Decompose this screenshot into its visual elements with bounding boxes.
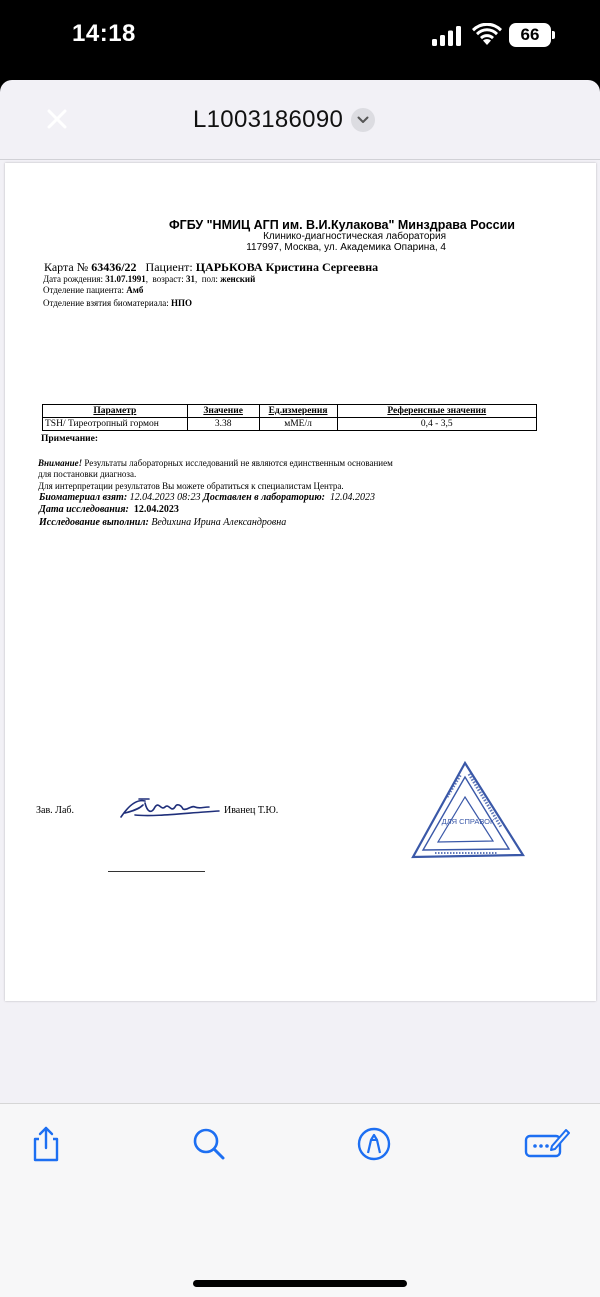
table-row (43, 418, 537, 431)
sex-value: женский (220, 274, 256, 284)
form-fill-icon[interactable] (524, 1124, 570, 1164)
warning-line-1 (38, 458, 393, 468)
share-icon[interactable] (26, 1124, 66, 1164)
nav-divider (0, 159, 600, 160)
dept-label: Отделение пациента: (43, 285, 125, 295)
study-date-label: Дата исследования: (39, 504, 129, 515)
biomat-taken-label: Биоматериал взят: (39, 492, 128, 503)
status-time: 14:18 (72, 20, 136, 47)
signature-line (108, 871, 205, 872)
sex-label: пол: (201, 274, 218, 284)
table-header-row (43, 405, 537, 418)
dept-line (43, 285, 143, 295)
performed-label: Исследование выполнил: (39, 517, 149, 528)
chevron-down-icon (351, 108, 375, 132)
performed-by: Ведихина Ирина Александровна (151, 517, 287, 528)
lab-name: Клинико-диагностическая лаборатория (263, 231, 446, 242)
biomat-dept-label: Отделение взятия биоматериала: (43, 298, 169, 308)
biomat-taken-value: 12.04.2023 08:23 (129, 492, 201, 503)
biomat-line (39, 492, 375, 503)
note-label: Примечание: (41, 434, 99, 444)
document-title-button[interactable] (193, 104, 375, 136)
study-date-line (39, 504, 179, 515)
patient-name: ЦАРЬКОВА Кристина Сергеевна (195, 260, 379, 274)
org-title: ФГБУ "НМИЦ АГП им. В.И.Кулакова" Минздрава России (168, 218, 515, 232)
card-patient-line (44, 260, 378, 275)
search-icon[interactable] (189, 1124, 229, 1164)
warning-label: Внимание! (38, 458, 83, 468)
delivered-value: 12.04.2023 (329, 492, 375, 503)
age-label: возраст: (152, 274, 184, 284)
card-label: Карта № (44, 260, 89, 274)
document-page (5, 163, 596, 1001)
birth-date: 31.07.1991 (105, 274, 146, 284)
patient-label: Пациент: (145, 260, 193, 274)
stamp-text: ДЛЯ СПРАВОК (441, 817, 495, 826)
lab-address: 117997, Москва, ул. Академика Опарина, 4 (246, 242, 446, 253)
bottom-toolbar (0, 1103, 600, 1297)
header-value: Значение (187, 405, 259, 418)
warning-text-1: Результаты лабораторных исследований не являются единственным основанием (84, 458, 393, 468)
navigation-bar (0, 80, 600, 160)
cell-param: TSH/ Тиреотропный гормон (43, 418, 188, 431)
delivered-label: Доставлен в лабораторию: (203, 492, 325, 503)
card-number: 63436/22 (91, 260, 137, 274)
header-unit: Ед.измерения (259, 405, 337, 418)
biomat-dept-value: НПО (171, 298, 193, 308)
age-value: 31 (185, 274, 195, 284)
warning-text-2: для постановки диагноза. (38, 469, 137, 479)
cell-value: 3.38 (187, 418, 259, 431)
cellular-signal-icon (432, 26, 462, 46)
markup-icon[interactable] (354, 1124, 394, 1164)
header-reference: Референсные значения (337, 405, 536, 418)
head-lab-label: Зав. Лаб. (36, 805, 74, 816)
home-indicator[interactable] (193, 1280, 407, 1287)
study-date-value: 12.04.2023 (133, 504, 179, 515)
birth-label: Дата рождения: (43, 274, 104, 284)
results-table (42, 404, 537, 431)
lab-stamp-image (405, 757, 529, 867)
battery-icon (509, 23, 555, 47)
status-bar (0, 0, 600, 80)
signer-name: Иванец Т.Ю. (224, 805, 279, 816)
document-title: L1003186090 (193, 106, 344, 133)
dept-value: Амб (126, 285, 144, 295)
biomat-dept-line (43, 298, 192, 308)
warning-text-3: Для интерпретации результатов Вы можете обратиться к специалистам Центра. (38, 481, 344, 491)
birth-line: Дата рождения: 31.07.1991, возраст: 31, пол: женский (43, 274, 256, 284)
battery-tip (552, 31, 555, 39)
cell-unit: мМЕ/л (259, 418, 337, 431)
battery-level: 66 (509, 23, 551, 47)
header-param: Параметр (43, 405, 188, 418)
performed-line (39, 517, 286, 528)
close-icon[interactable] (40, 102, 74, 136)
signature-image (115, 793, 225, 823)
cell-reference: 0,4 - 3,5 (337, 418, 536, 431)
wifi-icon (472, 23, 502, 47)
